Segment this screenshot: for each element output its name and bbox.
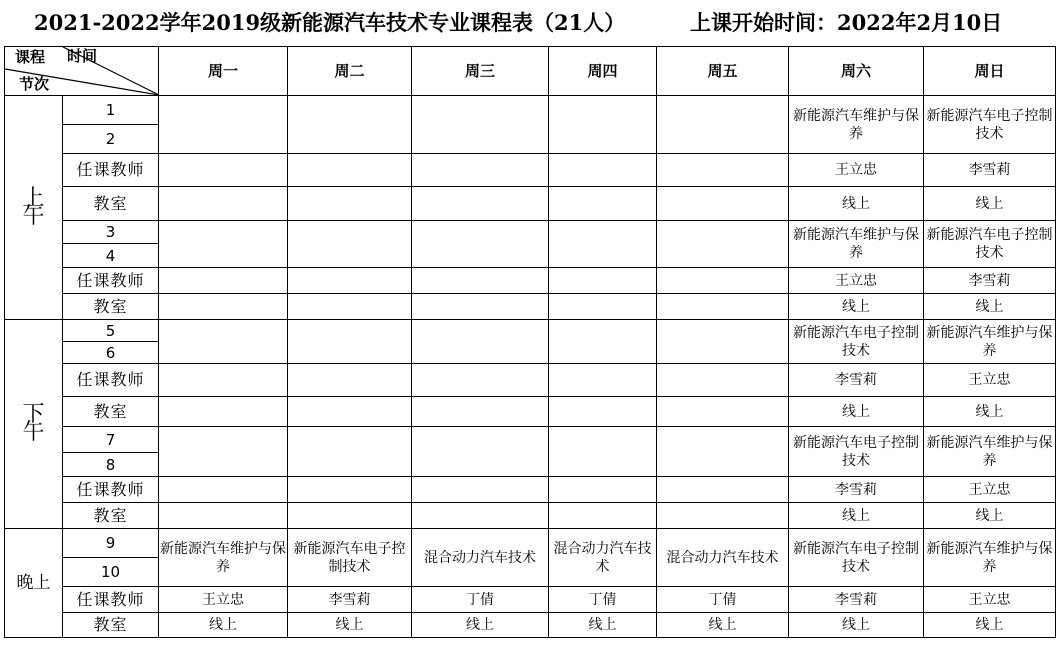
room-cell <box>412 503 549 529</box>
section-label-afternoon <box>5 320 63 529</box>
room-cell <box>159 294 288 320</box>
teacher-cell: 丁倩 <box>549 587 657 613</box>
teacher-cell <box>657 268 789 294</box>
room-cell <box>549 397 657 427</box>
room-cell <box>159 397 288 427</box>
room-label: 教室 <box>63 613 159 638</box>
teacher-cell: 王立忠 <box>789 268 924 294</box>
room-cell: 线上 <box>412 613 549 638</box>
room-cell: 线上 <box>288 613 412 638</box>
course-cell: 混合动力汽车技术 <box>549 529 657 587</box>
course-cell <box>159 96 288 154</box>
room-cell <box>159 503 288 529</box>
teacher-cell <box>412 268 549 294</box>
room-cell <box>412 294 549 320</box>
teacher-cell <box>288 364 412 397</box>
day-header: 周二 <box>288 47 412 96</box>
section-char: 下 <box>22 402 45 427</box>
schedule-row <box>5 587 1056 613</box>
corner-period: 节次 <box>19 75 50 93</box>
room-cell: 线上 <box>924 397 1056 427</box>
room-cell <box>657 294 789 320</box>
teacher-cell: 王立忠 <box>924 477 1056 503</box>
room-cell <box>288 503 412 529</box>
room-label: 教室 <box>63 294 159 320</box>
room-cell: 线上 <box>789 294 924 320</box>
schedule-table <box>4 46 1056 638</box>
course-cell <box>657 221 789 268</box>
course-cell <box>549 320 657 364</box>
day-header: 周三 <box>412 47 549 96</box>
schedule-row <box>5 154 1056 187</box>
room-cell: 线上 <box>789 503 924 529</box>
period-number: 9 <box>63 529 159 558</box>
day-header: 周六 <box>789 47 924 96</box>
teacher-cell: 李雪莉 <box>924 268 1056 294</box>
room-cell <box>288 187 412 221</box>
header-corner <box>5 47 159 96</box>
section-char: 午 <box>22 420 45 445</box>
room-cell: 线上 <box>789 187 924 221</box>
teacher-cell: 丁倩 <box>657 587 789 613</box>
course-cell: 新能源汽车维护与保养 <box>924 529 1056 587</box>
schedule-row <box>5 294 1056 320</box>
teacher-cell: 李雪莉 <box>288 587 412 613</box>
schedule-row <box>5 364 1056 397</box>
room-cell <box>159 187 288 221</box>
day-header: 周五 <box>657 47 789 96</box>
course-cell <box>412 221 549 268</box>
schedule-row <box>5 477 1056 503</box>
teacher-cell: 王立忠 <box>159 587 288 613</box>
title-main: 2021-2022学年2019级新能源汽车技术专业课程表（21人） <box>34 10 626 35</box>
teacher-label: 任课教师 <box>63 587 159 613</box>
teacher-cell: 王立忠 <box>789 154 924 187</box>
room-cell <box>549 503 657 529</box>
period-number: 5 <box>63 320 159 342</box>
course-cell <box>657 320 789 364</box>
schedule-row <box>5 320 1056 342</box>
teacher-label: 任课教师 <box>63 268 159 294</box>
room-cell <box>657 187 789 221</box>
room-cell: 线上 <box>924 503 1056 529</box>
teacher-cell <box>159 364 288 397</box>
room-label: 教室 <box>63 187 159 221</box>
teacher-cell <box>657 477 789 503</box>
room-cell <box>412 187 549 221</box>
section-label-evening: 晚上 <box>5 529 63 638</box>
schedule-row <box>5 613 1056 638</box>
course-cell <box>288 221 412 268</box>
section-label-stack <box>5 402 62 445</box>
teacher-cell: 李雪莉 <box>789 364 924 397</box>
teacher-cell: 李雪莉 <box>789 587 924 613</box>
room-cell: 线上 <box>159 613 288 638</box>
room-cell <box>549 294 657 320</box>
period-number: 10 <box>63 558 159 587</box>
teacher-cell <box>549 268 657 294</box>
course-cell <box>412 320 549 364</box>
course-cell <box>549 427 657 477</box>
room-cell <box>657 503 789 529</box>
teacher-cell <box>412 477 549 503</box>
period-number: 6 <box>63 342 159 364</box>
course-cell <box>288 320 412 364</box>
schedule-title <box>0 0 1064 46</box>
section-char: 上 <box>22 185 45 211</box>
teacher-cell: 李雪莉 <box>789 477 924 503</box>
room-cell: 线上 <box>657 613 789 638</box>
room-cell <box>549 187 657 221</box>
room-cell <box>288 294 412 320</box>
teacher-cell <box>549 477 657 503</box>
schedule-row <box>5 503 1056 529</box>
teacher-label: 任课教师 <box>63 477 159 503</box>
course-cell: 新能源汽车维护与保养 <box>159 529 288 587</box>
course-cell <box>412 427 549 477</box>
course-cell <box>657 427 789 477</box>
teacher-cell <box>657 154 789 187</box>
schedule-row <box>5 427 1056 453</box>
title-start-date: 上课开始时间：2022年2月10日 <box>690 10 1003 35</box>
room-cell: 线上 <box>789 613 924 638</box>
course-cell: 新能源汽车维护与保养 <box>924 427 1056 477</box>
course-cell: 新能源汽车维护与保养 <box>789 96 924 154</box>
header-row <box>5 47 1056 96</box>
teacher-cell <box>159 268 288 294</box>
course-cell <box>412 96 549 154</box>
section-label-morning <box>5 96 63 320</box>
day-header: 周日 <box>924 47 1056 96</box>
teacher-cell <box>288 477 412 503</box>
schedule-row <box>5 221 1056 244</box>
teacher-label: 任课教师 <box>63 364 159 397</box>
teacher-cell <box>549 364 657 397</box>
course-cell: 混合动力汽车技术 <box>412 529 549 587</box>
period-number: 4 <box>63 244 159 268</box>
teacher-cell: 王立忠 <box>924 364 1056 397</box>
period-number: 3 <box>63 221 159 244</box>
course-cell: 混合动力汽车技术 <box>657 529 789 587</box>
section-char: 午 <box>22 203 45 229</box>
teacher-cell <box>412 154 549 187</box>
teacher-cell <box>412 364 549 397</box>
course-cell <box>159 221 288 268</box>
schedule-row <box>5 96 1056 125</box>
section-label-stack <box>5 185 62 229</box>
course-cell <box>549 96 657 154</box>
course-cell: 新能源汽车维护与保养 <box>924 320 1056 364</box>
course-cell: 新能源汽车电子控制技术 <box>789 320 924 364</box>
course-cell: 新能源汽车电子控制技术 <box>288 529 412 587</box>
room-cell: 线上 <box>924 187 1056 221</box>
schedule-row <box>5 187 1056 221</box>
course-cell <box>159 427 288 477</box>
teacher-label: 任课教师 <box>63 154 159 187</box>
room-cell <box>657 397 789 427</box>
day-header: 周一 <box>159 47 288 96</box>
teacher-cell <box>288 268 412 294</box>
course-cell: 新能源汽车维护与保养 <box>789 221 924 268</box>
teacher-cell: 丁倩 <box>412 587 549 613</box>
room-label: 教室 <box>63 503 159 529</box>
course-cell <box>549 221 657 268</box>
course-cell: 新能源汽车电子控制技术 <box>789 427 924 477</box>
course-cell <box>288 96 412 154</box>
teacher-cell <box>159 154 288 187</box>
room-cell: 线上 <box>924 294 1056 320</box>
room-label: 教室 <box>63 397 159 427</box>
teacher-cell: 王立忠 <box>924 587 1056 613</box>
period-number: 2 <box>63 125 159 154</box>
room-cell: 线上 <box>924 613 1056 638</box>
period-number: 8 <box>63 453 159 477</box>
day-header: 周四 <box>549 47 657 96</box>
course-cell <box>159 320 288 364</box>
schedule-row <box>5 268 1056 294</box>
schedule-row <box>5 397 1056 427</box>
teacher-cell <box>288 154 412 187</box>
teacher-cell <box>549 154 657 187</box>
course-cell: 新能源汽车电子控制技术 <box>924 96 1056 154</box>
teacher-cell <box>657 364 789 397</box>
course-cell <box>657 96 789 154</box>
corner-time: 时间 <box>67 47 98 65</box>
room-cell <box>288 397 412 427</box>
room-cell <box>412 397 549 427</box>
period-number: 1 <box>63 96 159 125</box>
schedule-row <box>5 529 1056 558</box>
room-cell: 线上 <box>789 397 924 427</box>
room-cell: 线上 <box>549 613 657 638</box>
period-number: 7 <box>63 427 159 453</box>
corner-course: 课程 <box>15 48 46 66</box>
course-cell <box>288 427 412 477</box>
teacher-cell: 李雪莉 <box>924 154 1056 187</box>
course-cell: 新能源汽车电子控制技术 <box>924 221 1056 268</box>
teacher-cell <box>159 477 288 503</box>
course-cell: 新能源汽车电子控制技术 <box>789 529 924 587</box>
